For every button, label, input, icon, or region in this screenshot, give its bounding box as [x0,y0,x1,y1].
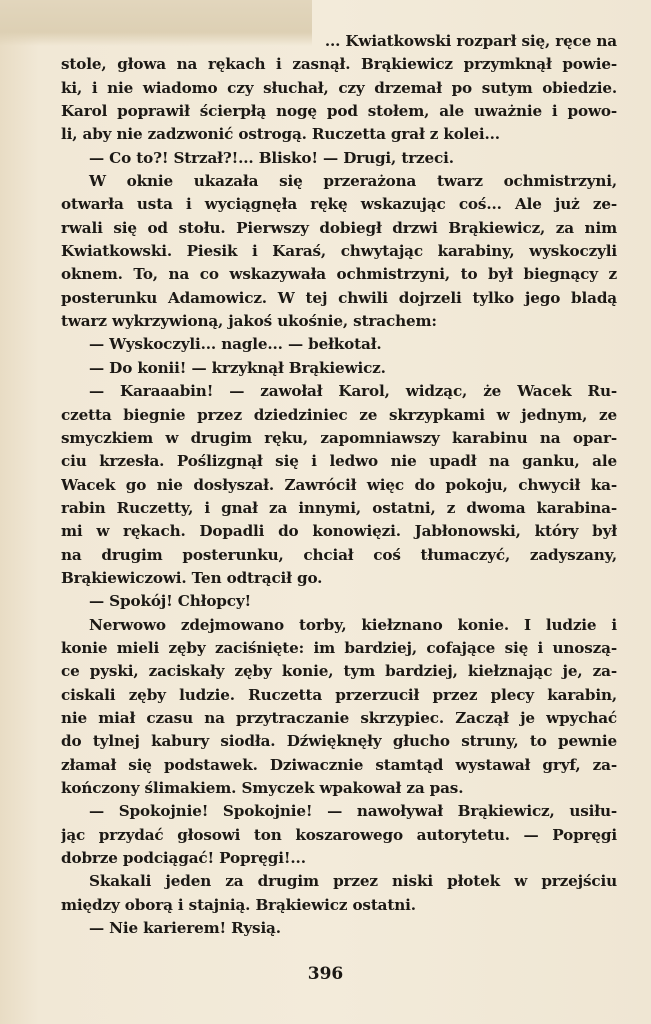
text-line: otwarła usta i wyciągnęła rękę wskazując coś... Ale już ze- [61,195,617,214]
text-line: — Co to?! Strzał?!... Blisko! — Drugi, trzeci. [89,148,454,167]
text-line: ciu krzesła. Poślizgnął się i ledwo nie upadł na ganku, ale [61,452,617,471]
text-line: do tylnej kabury siodła. Dźwięknęły głucho struny, to pewnie [61,732,617,751]
text-line: twarz wykrzywioną, jakoś ukośnie, strachem: [61,312,437,331]
text-line: rwali się od stołu. Pierwszy dobiegł drzwi Brąkiewicz, za nim [61,218,617,237]
text-line: W oknie ukazała się przerażona twarz ochmistrzyni, [89,172,617,191]
text-line: czetta biegnie przez dziedziniec ze skrzypkami w jednym, ze [61,405,617,424]
text-line: — Spokojnie! Spokojnie! — nawoływał Brąkiewicz, usiłu- [89,802,617,821]
text-line: Brąkiewiczowi. Ten odtrącił go. [61,568,323,587]
text-line: rabin Ruczetty, i gnał za innymi, ostatni, z dwoma karabina- [61,498,617,517]
text-line: Skakali jeden za drugim przez niski płotek w przejściu [89,872,617,891]
text-line: — Karaaabin! — zawołał Karol, widząc, że Wacek Ru- [89,382,617,401]
text-line: Kwiatkowski. Piesik i Karaś, chwytając karabiny, wyskoczyli [61,242,617,261]
text-line: Karol poprawił ścierpłą nogę pod stołem, ale uważnie i powo- [61,102,617,121]
text-line: — Spokój! Chłopcy! [89,592,252,611]
page-number: 396 [307,964,344,984]
text-line: ... Kwiatkowski rozparł się, ręce na [324,32,617,50]
text-line: nie miał czasu na przytraczanie skrzypiec. Zaczął je wpychać [61,708,617,727]
text-line: Wacek go nie dosłyszał. Zawrócił więc do pokoju, chwycił ka- [61,475,617,494]
text-line: — Nie karierem! Rysią. [89,919,281,938]
text-line: na drugim posterunku, chciał coś tłumaczyć, zadyszany, [61,545,617,564]
text-line: stole, głowa na rękach i zasnął. Brąkiewicz przymknął powie- [61,55,617,74]
text-line: Nerwowo zdejmowano torby, kiełznano konie. I ludzie i [89,615,617,634]
text-line: złamał się podstawek. Dziwacznie stamtąd wystawał gryf, za- [61,755,617,774]
text-line: mi w rękach. Dopadli do konowięzi. Jabłonowski, który był [61,522,617,541]
body-text [61,30,617,940]
text-line: smyczkiem w drugim ręku, zapomniawszy karabinu na opar- [61,428,617,447]
text-line: ciskali zęby ludzie. Ruczetta przerzucił przez plecy karabin, [61,685,617,704]
text-line: między oborą i stajnią. Brąkiewicz ostatni. [61,895,416,914]
text-line: ki, i nie wiadomo czy słuchał, czy drzemał po sutym obiedzie. [61,78,617,97]
text-line: ce pyski, zaciskały zęby konie, tym bardziej, kiełznając je, za- [61,662,617,681]
text-line: — Wyskoczyli... nagle... — bełkotał. [89,335,382,354]
text-line: — Do konii! — krzyknął Brąkiewicz. [89,358,386,377]
text-line: oknem. To, na co wskazywała ochmistrzyni, to był biegnący z [61,265,617,284]
text-line: jąc przydać głosowi ton koszarowego autorytetu. — Popręgi [61,825,617,844]
text-line: kończony ślimakiem. Smyczek wpakował za pas. [61,779,464,797]
text-line: li, aby nie zadzwonić ostrogą. Ruczetta grał z kolei... [61,125,500,144]
text-line: dobrze podciągać! Popręgi!... [61,849,306,868]
text-line: posterunku Adamowicz. W tej chwili dojrzeli tylko jego bladą [61,288,617,307]
text-line: konie mieli zęby zaciśnięte: im bardziej, cofające się i unoszą- [61,638,617,657]
